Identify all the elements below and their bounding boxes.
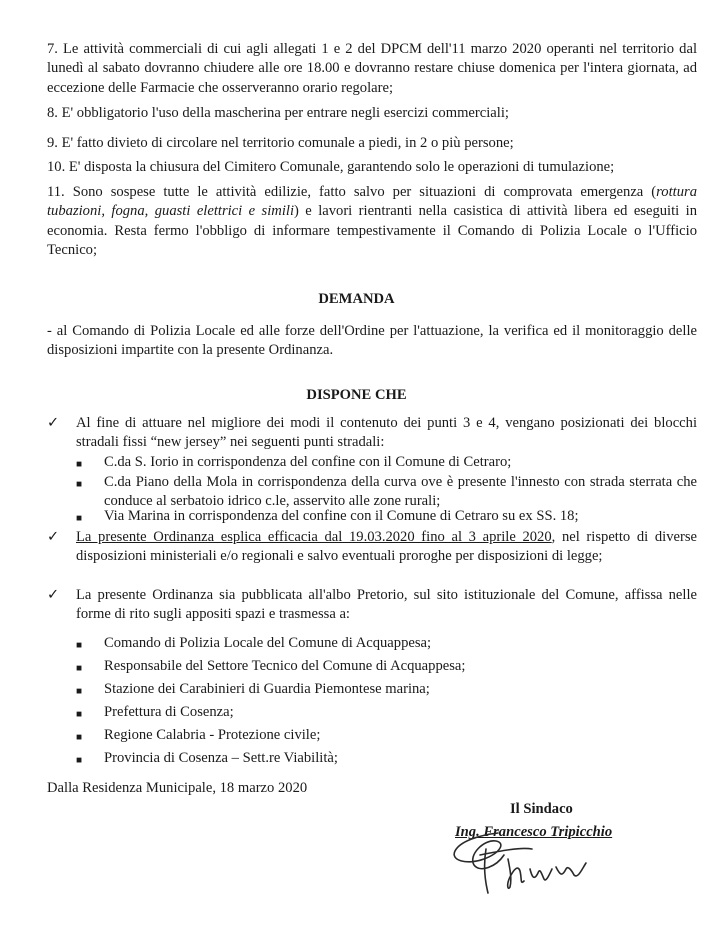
recipient-item: Provincia di Cosenza – Sett.re Viabilità;	[104, 750, 338, 766]
bullet-icon: ■	[76, 686, 83, 697]
bullet-item-roadblock-3: Via Marina in corrispondenza del confine con il Comune di Cetraro su ex SS. 18;	[104, 508, 579, 524]
recipient-item: Stazione dei Carabinieri di Guardia Piemontese marina;	[104, 681, 430, 697]
demanda-text: - al Comando di Polizia Locale ed alle forze dell'Ordine per l'attuazione, la verifica ed il monitoraggio delle disposizioni impartite con la presente Ordinanza.	[47, 323, 697, 359]
signatory-name: Ing. Francesco Tripicchio	[455, 824, 613, 840]
demanda-heading: DEMANDA	[318, 291, 395, 307]
dispone-point-1: Al fine di attuare nel migliore dei modi il contenuto dei punti 3 e 4, vengano posizionati dei blocchi stradali fissi “new jersey” nei seguenti punti stradali:	[76, 415, 697, 451]
bullet-icon: ■	[76, 709, 83, 720]
place-date: Dalla Residenza Municipale, 18 marzo 2020	[47, 780, 308, 796]
checkmark-icon: ✓	[47, 415, 60, 431]
bullet-icon: ■	[76, 663, 83, 674]
recipient-item: Regione Calabria - Protezione civile;	[104, 727, 321, 743]
bullet-icon: ■	[76, 732, 83, 743]
item-11-italic: rottura tubazioni, fogna, guasti elettrici e simili	[47, 184, 697, 220]
recipient-item: Prefettura di Cosenza;	[104, 704, 234, 720]
checkmark-icon: ✓	[47, 587, 60, 603]
bullet-item-roadblock-2: C.da Piano della Mola in corrispondenza della curva ove è presente l'innesto con strada sterrata che conduce al serbatoio idrico c.le, asservito alle zone rurali;	[104, 474, 697, 510]
signatory-title: Il Sindaco	[510, 801, 573, 817]
dispone-point-2-rest: , nel rispetto di diverse disposizioni ministeriali e/o regionali e salvo eventuali proroghe per disposizioni di legge;	[76, 529, 697, 565]
bullet-icon: ■	[76, 640, 83, 651]
bullet-icon: ■	[76, 513, 83, 524]
bullet-icon: ■	[76, 479, 83, 490]
checkmark-icon: ✓	[47, 529, 60, 545]
item-9: 9. E' fatto divieto di circolare nel territorio comunale a piedi, in 2 o più persone;	[47, 135, 514, 151]
efficacy-period-underlined: La presente Ordinanza esplica efficacia dal 19.03.2020 fino al 3 aprile 2020	[76, 529, 552, 545]
recipient-item: Responsabile del Settore Tecnico del Comune di Acquappesa;	[104, 658, 466, 674]
bullet-item-roadblock-1: C.da S. Iorio in corrispondenza del confine con il Comune di Cetraro;	[104, 454, 512, 470]
handwritten-signature	[440, 824, 613, 900]
dispone-point-3: La presente Ordinanza sia pubblicata all'albo Pretorio, sul sito istituzionale del Comune, affissa nelle forme di rito sugli appositi spazi e trasmessa a:	[76, 587, 697, 623]
item-8: 8. E' obbligatorio l'uso della mascherina per entrare negli esercizi commerciali;	[47, 105, 509, 121]
item-11-text-after: ) e lavori rientranti nella casistica di attività libera ed eseguiti in economia. Resta fermo l'obbligo di informare tempestivamente il Comando di Polizia Locale o l'Ufficio Tecnico;	[47, 203, 697, 258]
item-7: 7. Le attività commerciali di cui agli allegati 1 e 2 del DPCM dell'11 marzo 2020 operanti nel territorio dal lunedì al sabato dovranno chiudere alle ore 18.00 e dovranno restare chiuse domenica per l'intera giornata, ad eccezione delle Farmacie che osserveranno orario regolare;	[47, 41, 697, 96]
bullet-icon: ■	[76, 755, 83, 766]
dispone-heading: DISPONE CHE	[306, 387, 407, 403]
item-10: 10. E' disposta la chiusura del Cimitero Comunale, garantendo solo le operazioni di tumulazione;	[47, 159, 615, 175]
dispone-point-2	[76, 528, 697, 567]
bullet-icon: ■	[76, 459, 83, 470]
recipient-item: Comando di Polizia Locale del Comune di Acquappesa;	[104, 635, 432, 651]
item-11	[47, 183, 697, 260]
item-11-text-before: 11. Sono sospese tutte le attività edilizie, fatto salvo per situazioni di comprovata emergenza (	[47, 184, 657, 200]
